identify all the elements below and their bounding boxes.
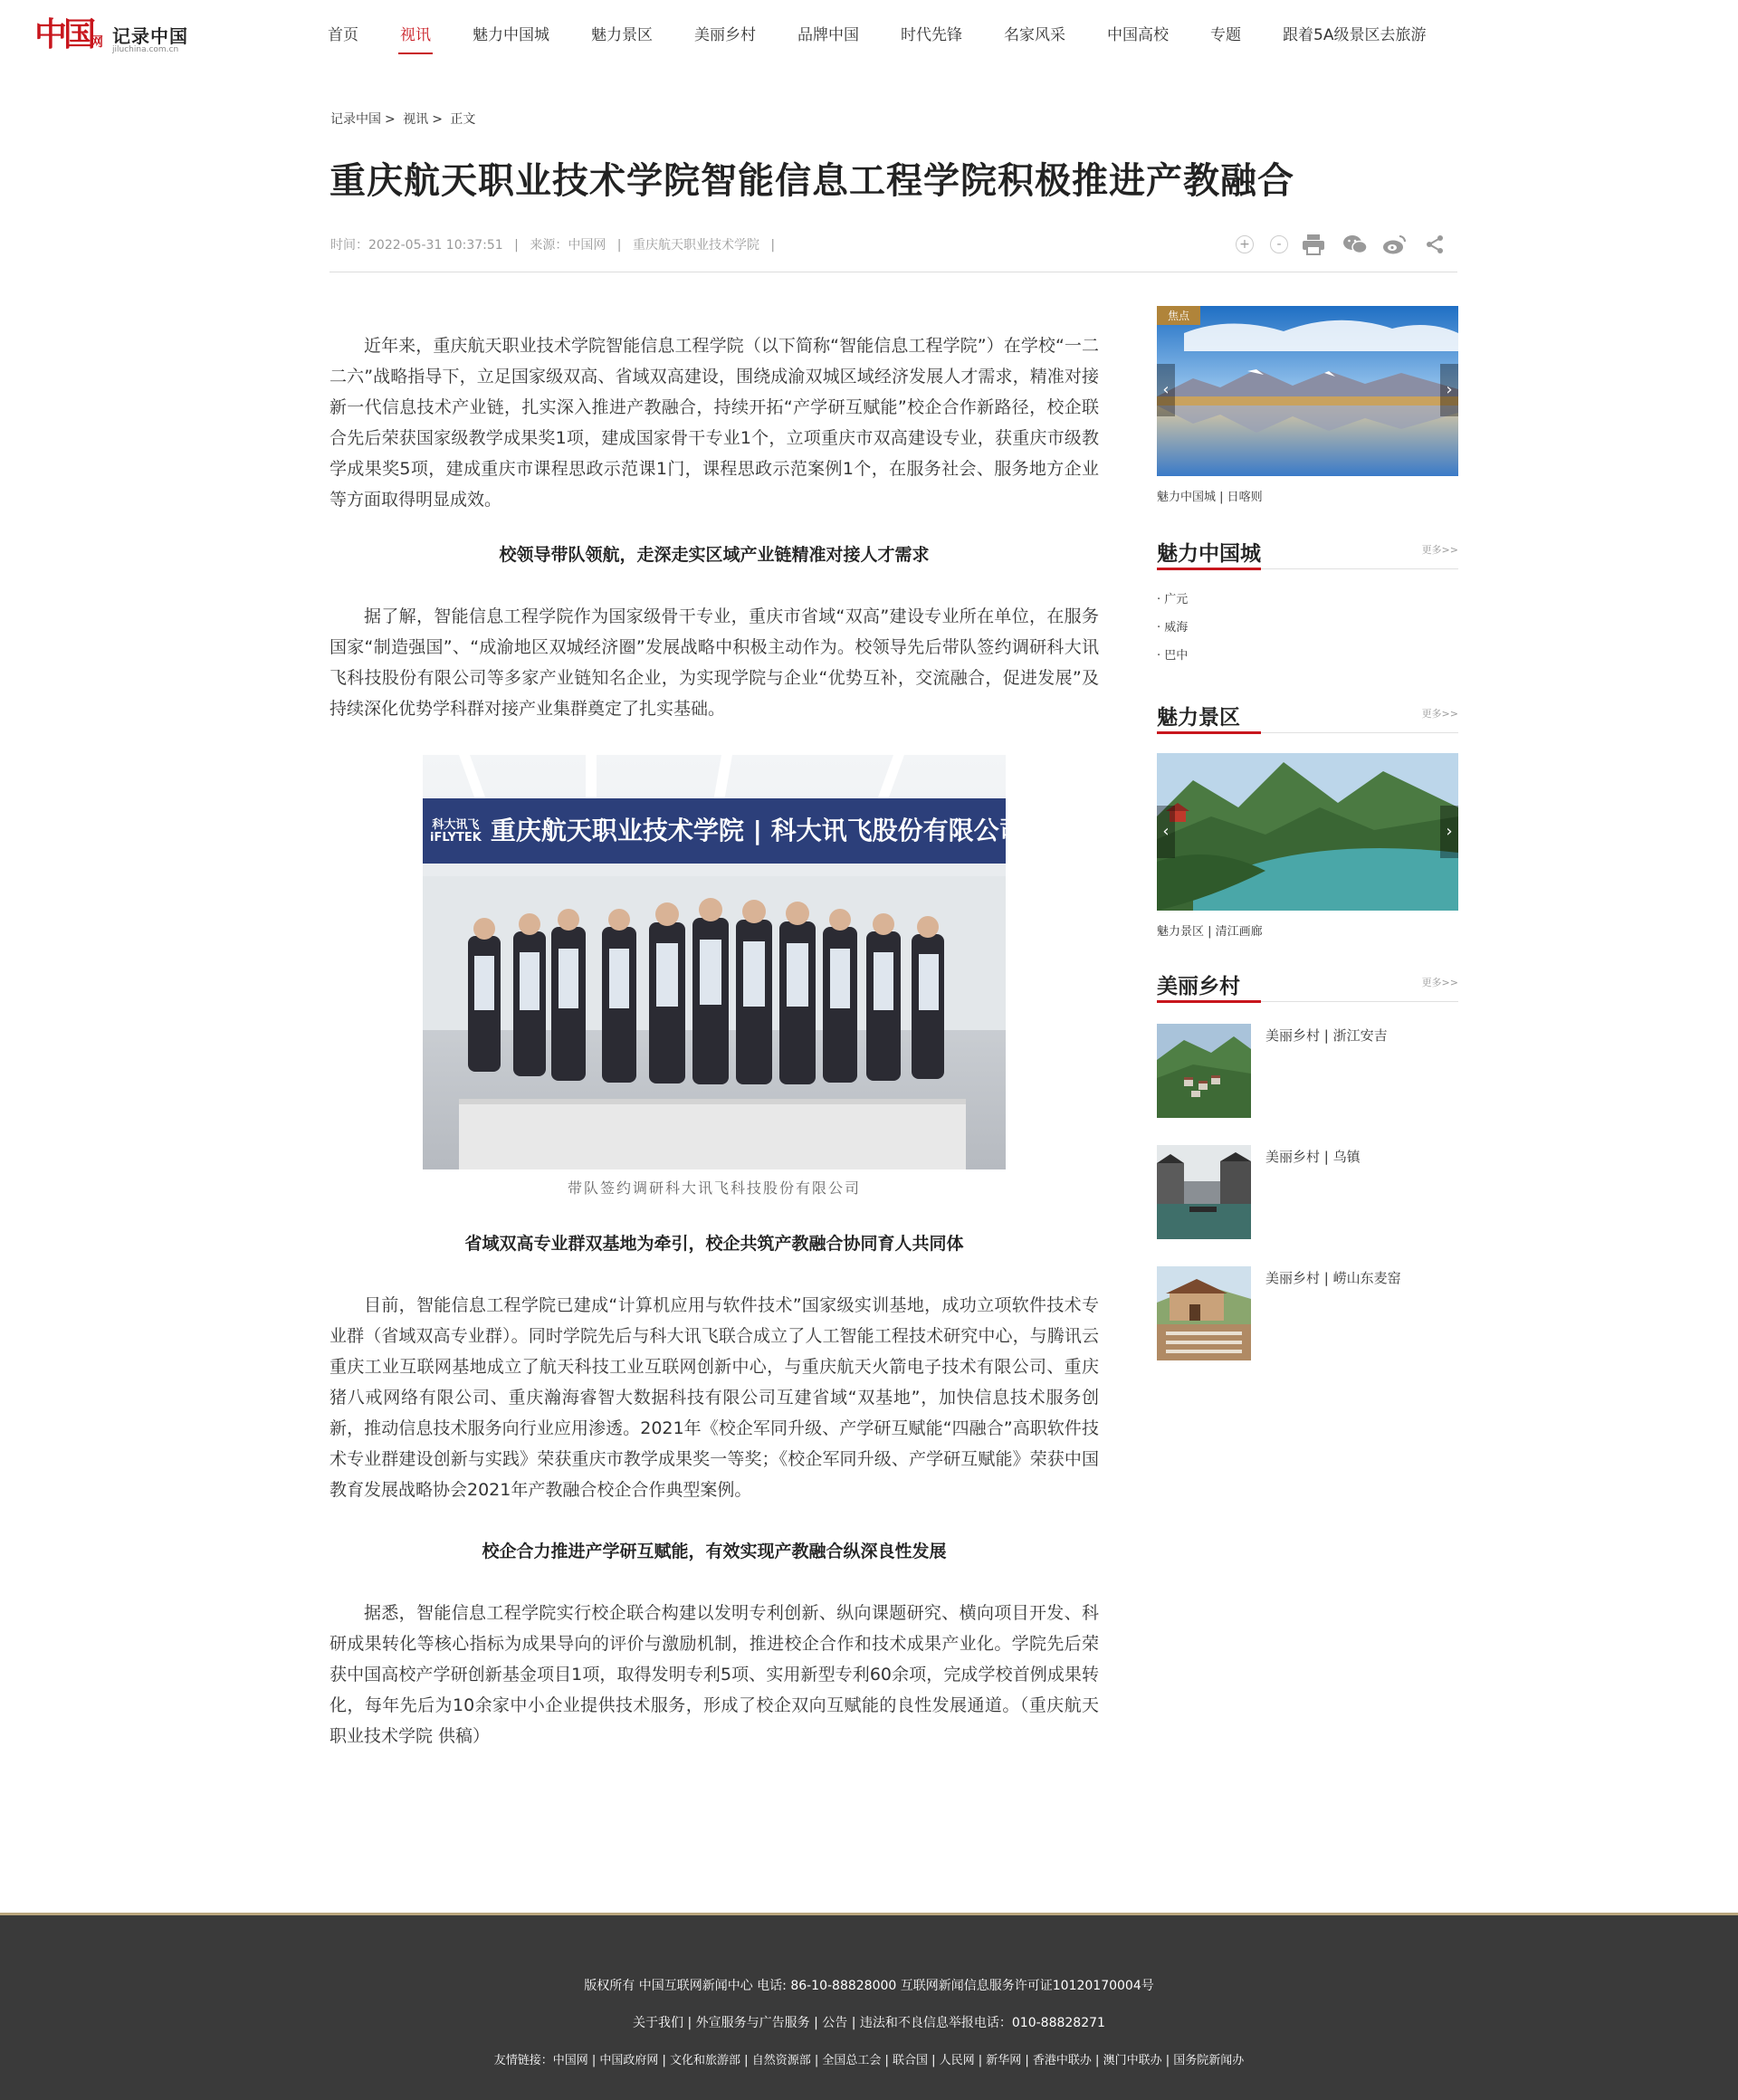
more-link[interactable]: 更多>>	[1421, 708, 1458, 720]
focus-tag: 焦点	[1157, 306, 1200, 325]
section-underline	[1157, 568, 1261, 570]
city-item[interactable]: · 威海	[1157, 621, 1189, 635]
font-decrease-button[interactable]: -	[1270, 235, 1288, 253]
article-paragraph: 目前，智能信息工程学院已建成“计算机应用与软件技术”国家级实训基地，成功立项软件技术专业群（省域双高专业群）。同时学院先后与科大讯飞联合成立了人工智能工程技术研究中心，与腾讯云重庆工业互联网基地成立了航天科技工业互联网创新中心，与重庆航天火箭电子技术有限公司、重庆猪八戒网络有限公司、重庆瀚海睿智大数据科技有限公司互建省域“双基地”，加快信息技术服务创新，推动信息技术服务向行业应用渗透。2021年《校企军同升级、产学研互赋能“四融合”高职软件技术专业群建设创新与实践》荣获重庆市教学成果奖一等奖；《校企军同升级、产学研互赋能》荣获中国教育发展战略协会2021年产教融合校企合作典型案例。	[329, 1295, 1099, 1500]
article-subheading: 校领导带队领航，走深走实区域产业链精准对接人才需求	[499, 545, 930, 565]
publish-time: 时间：2022-05-31 10:37:51	[330, 238, 503, 253]
nav-pioneers[interactable]: 时代先锋	[901, 26, 962, 44]
site-header	[0, 0, 1738, 71]
meta-sep: |	[616, 238, 622, 253]
breadcrumb-home[interactable]: 记录中国	[330, 112, 381, 127]
village-label[interactable]: 美丽乡村 | 浙江安吉	[1265, 1027, 1388, 1044]
logo-url: jiluchina.com.cn	[112, 45, 179, 54]
article-source[interactable]: 来源：中国网	[530, 238, 606, 253]
section-title[interactable]: 美丽乡村	[1157, 975, 1240, 998]
breadcrumb-section[interactable]: 视讯	[403, 112, 429, 127]
article-paragraph: 近年来，重庆航天职业技术学院智能信息工程学院（以下简称“智能信息工程学院”）在学校“一二二六”战略指导下，立足国家级双高、省域双高建设，围绕成渝双城区域经济发展人才需求，精准对接新一代信息技术产业链，扎实深入推进产教融合，持续开拓“产学研互赋能”校企合作新路径，校企联合先后荣获国家级教学成果奖1项，建成国家骨干专业1个，立项重庆市双高建设专业，获重庆市级教学成果奖5项，建成重庆市课程思政示范课1门，课程思政示范案例1个，在服务社会、服务地方企业等方面取得明显成效。	[329, 336, 1099, 510]
carousel-prev-button[interactable]: ‹	[1157, 806, 1175, 858]
city-list	[1157, 586, 1458, 670]
share-icon[interactable]	[1422, 230, 1447, 263]
section-title[interactable]: 魅力中国城	[1157, 542, 1261, 566]
breadcrumb-sep: >	[385, 112, 396, 127]
breadcrumb-sep: >	[432, 112, 443, 127]
focus-carousel[interactable]	[1157, 306, 1458, 476]
logo-jilu: 记录中国	[112, 25, 188, 47]
banner-text: 科大讯飞 iFLYTEK 重庆航天职业技术学院 | 科大讯飞股份有限公司 合作	[430, 816, 1084, 845]
logo-china: 中国	[34, 15, 93, 53]
section-header-village	[1157, 962, 1458, 1002]
nav-topics[interactable]: 专题	[1210, 26, 1241, 44]
article-subheading: 校企合力推进产学研互赋能，有效实现产教融合纵深良性发展	[482, 1542, 947, 1561]
nav-universities[interactable]: 中国高校	[1107, 26, 1169, 44]
carousel-next-button[interactable]: ›	[1440, 806, 1458, 858]
figure-caption: 带队签约调研科大讯飞科技股份有限公司	[567, 1179, 861, 1197]
breadcrumb	[330, 110, 479, 128]
nav-beautiful-village[interactable]: 美丽乡村	[694, 26, 756, 44]
breadcrumb-current: 正文	[450, 112, 476, 127]
section-underline	[1157, 731, 1261, 734]
more-link[interactable]: 更多>>	[1421, 544, 1458, 556]
logo-wang: 网	[91, 35, 103, 50]
nav-charm-city[interactable]: 魅力中国城	[473, 26, 549, 44]
site-logo[interactable]	[34, 14, 193, 58]
village-label[interactable]: 美丽乡村 | 乌镇	[1265, 1149, 1361, 1165]
village-thumbnail[interactable]	[1157, 1024, 1251, 1118]
footer-copyright: 版权所有 中国互联网新闻中心 电话: 86-10-88828000 互联网新闻信息服务许可证10120170004号	[584, 1979, 1154, 1993]
section-header-city	[1157, 530, 1458, 569]
article-body	[329, 330, 1099, 1752]
article-tools	[1236, 230, 1453, 259]
wechat-icon[interactable]	[1342, 230, 1368, 264]
meta-sep: |	[514, 238, 519, 253]
footer-friend-links[interactable]: 友情链接：中国网 | 中国政府网 | 文化和旅游部 | 自然资源部 | 全国总工会 | 联合国 | 人民网 | 新华网 | 香港中联办 | 澳门中联办 | 国务院新闻办	[493, 2054, 1245, 2067]
section-underline	[1157, 1000, 1261, 1003]
nav-charm-scenic[interactable]: 魅力景区	[591, 26, 653, 44]
print-icon[interactable]	[1301, 230, 1326, 264]
village-item[interactable]	[1157, 1145, 1458, 1239]
footer-links[interactable]: 关于我们 | 外宣服务与广告服务 | 公告 | 违法和不良信息举报电话：010-88828271	[633, 2016, 1105, 2030]
village-thumbnail[interactable]	[1157, 1145, 1251, 1239]
focus-caption[interactable]: 魅力中国城 | 日喀则	[1157, 491, 1263, 504]
nav-video-news[interactable]: 视讯	[400, 0, 431, 71]
group-photo[interactable]	[423, 755, 1084, 1169]
village-item[interactable]	[1157, 1024, 1458, 1118]
article-author: 重庆航天职业技术学院	[632, 238, 759, 253]
scenic-carousel[interactable]	[1157, 753, 1458, 911]
nav-5a-travel[interactable]: 跟着5A级景区去旅游	[1283, 26, 1427, 44]
site-footer	[0, 1913, 1738, 2100]
nav-home[interactable]: 首页	[328, 26, 358, 44]
city-item[interactable]: · 广元	[1157, 593, 1189, 606]
article-title: 重庆航天职业技术学院智能信息工程学院积极推进产教融合	[329, 160, 1294, 202]
weibo-icon[interactable]	[1382, 230, 1408, 264]
nav-masters[interactable]: 名家风采	[1004, 26, 1065, 44]
scenic-caption[interactable]: 魅力景区 | 清江画廊	[1157, 925, 1263, 939]
carousel-next-button[interactable]: ›	[1440, 364, 1458, 416]
article-subheading: 省域双高专业群双基地为牵引，校企共筑产教融合协同育人共同体	[464, 1234, 964, 1254]
meta-sep: |	[770, 238, 776, 253]
font-increase-button[interactable]: +	[1236, 235, 1254, 253]
carousel-prev-button[interactable]: ‹	[1157, 364, 1175, 416]
iflytek-logo: 科大讯飞 iFLYTEK	[430, 818, 482, 845]
nav-brand-china[interactable]: 品牌中国	[797, 26, 859, 44]
village-item[interactable]	[1157, 1266, 1458, 1360]
article-figure	[423, 755, 1084, 1198]
article-paragraph: 据了解，智能信息工程学院作为国家级骨干专业，重庆市省域“双高”建设专业所在单位，在服务国家“制造强国”、“成渝地区双城经济圈”发展战略中积极主动作为。校领导先后带队签约调研科大讯飞科技股份有限公司等多家产业链知名企业，为实现学院与企业“优势互补，交流融合，促进发展”及持续深化优势学科群对接产业集群奠定了扎实基础。	[329, 606, 1099, 719]
village-list	[1157, 1024, 1458, 1360]
village-thumbnail[interactable]	[1157, 1266, 1251, 1360]
sidebar	[1157, 306, 1458, 1388]
section-header-scenic	[1157, 693, 1458, 733]
city-item[interactable]: · 巴中	[1157, 649, 1189, 663]
article-meta	[330, 235, 782, 253]
section-title[interactable]: 魅力景区	[1157, 706, 1240, 730]
more-link[interactable]: 更多>>	[1421, 977, 1458, 988]
village-label[interactable]: 美丽乡村 | 崂山东麦窑	[1265, 1270, 1401, 1286]
article-paragraph: 据悉，智能信息工程学院实行校企联合构建以发明专利创新、纵向课题研究、横向项目开发、科研成果转化等核心指标为成果导向的评价与激励机制，推进校企合作和技术成果产业化。学院先后荣获中国高校产学研创新基金项目1项，取得发明专利5项、实用新型专利60余项，完成学校首例成果转化，每年先后为10余家中小企业提供技术服务，形成了校企双向互赋能的良性发展通道。（重庆航天职业技术学院 供稿）	[329, 1603, 1099, 1746]
main-nav	[328, 0, 1467, 71]
